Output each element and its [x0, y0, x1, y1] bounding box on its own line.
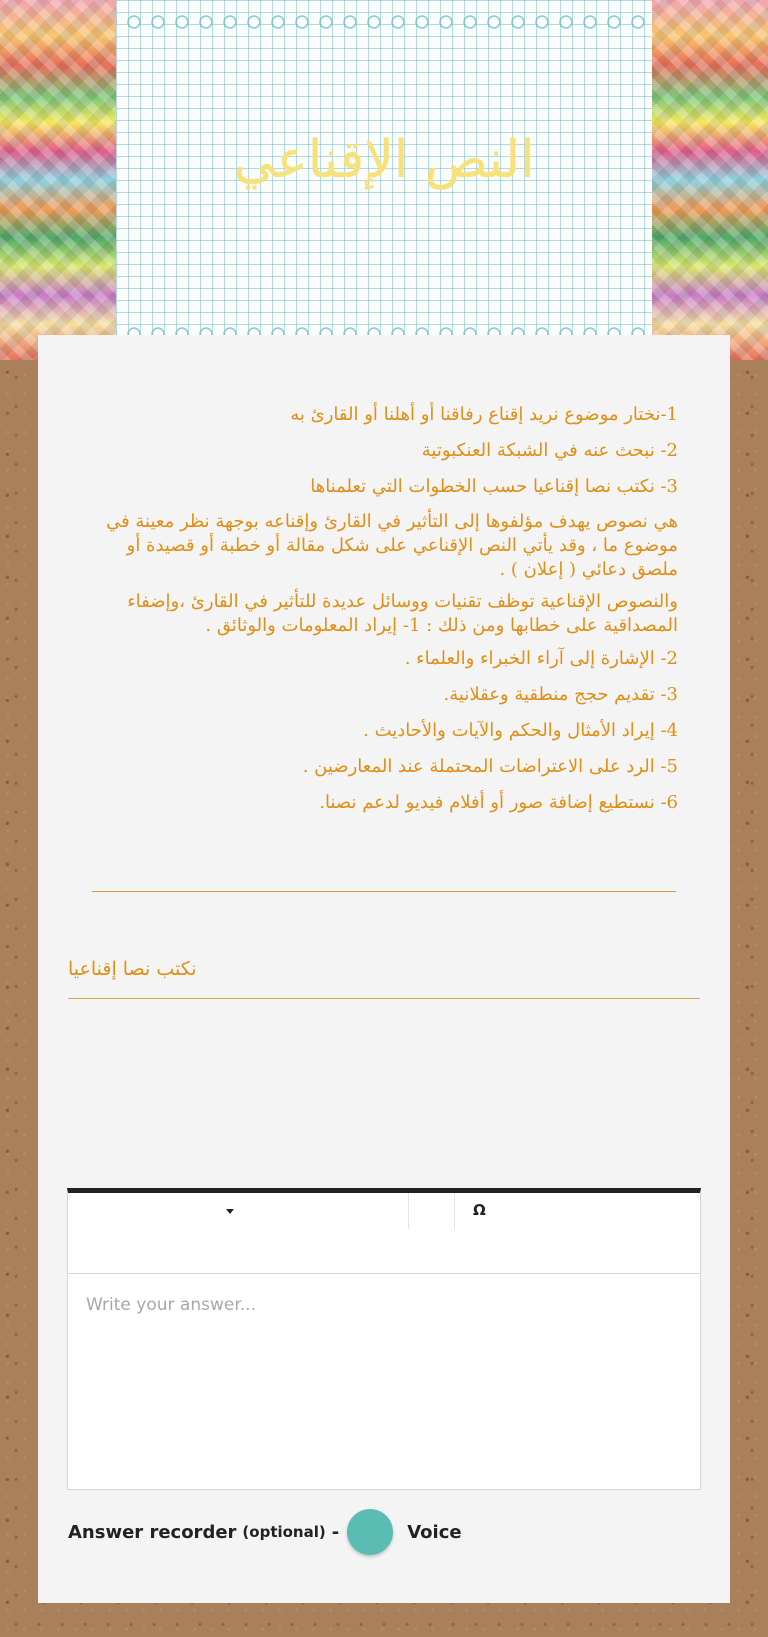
toolbar-separator	[454, 1193, 455, 1229]
task-prompt: نكتب نصا إقناعيا	[68, 958, 197, 980]
left-chevron-pattern	[0, 0, 116, 360]
editor-toolbar	[68, 1193, 700, 1274]
right-chevron-pattern	[652, 0, 768, 360]
answer-editor	[67, 1188, 701, 1490]
technique-item: 5- الرد على الاعتراضات المحتملة عند المعارضين .	[302, 756, 678, 777]
technique-item: 2- الإشارة إلى آراء الخبراء والعلماء .	[404, 648, 678, 669]
techniques-intro: والنصوص الإقناعية توظف تقنيات ووسائل عديدة للتأثير في القارئ ،وإضفاء المصداقية على خطابها ومن ذلك : 1- إيراد المعلومات والوثائق .	[127, 591, 678, 636]
prompt-underline	[68, 998, 700, 999]
step-item: 1-نختار موضوع نريد إقناع رفاقنا أو أهلنا أو القارئ به	[290, 404, 678, 425]
record-button[interactable]	[347, 1509, 393, 1555]
step-item: 2- نبحث عنه في الشبكة العنكبوتية	[421, 440, 678, 461]
header-banner	[0, 0, 768, 360]
voice-label: Voice	[407, 1521, 462, 1543]
divider	[92, 891, 676, 892]
recorder-dash: -	[331, 1521, 340, 1543]
recorder-optional: (optional)	[242, 1523, 326, 1541]
technique-item: 6- نستطيع إضافة صور أو أفلام فيديو لدعم نصنا.	[319, 792, 678, 813]
notebook-holes-top	[116, 14, 652, 30]
definition-paragraph: هي نصوص يهدف مؤلفوها إلى التأثير في القارئ وإقناعه بوجهة نظر معينة في موضوع ما ، وقد يأتي النص الإقناعي على شكل مقالة أو خطبة أو قصيدة أو ملصق دعائي ( إعلان ) .	[106, 511, 678, 580]
step-item: 3- نكتب نصا إقناعيا حسب الخطوات التي تعلمناها	[310, 476, 678, 497]
page-title: النص الإقناعي	[233, 130, 535, 190]
special-characters-button[interactable]: Ω	[473, 1201, 486, 1219]
instructions-block	[90, 402, 678, 826]
format-dropdown[interactable]	[68, 1193, 409, 1229]
recorder-label: Answer recorder	[68, 1521, 237, 1543]
technique-item: 4- إيراد الأمثال والحكم والآيات والأحاديث .	[363, 720, 678, 741]
technique-item: 3- تقديم حجج منطقية وعقلانية.	[443, 684, 678, 705]
answer-recorder	[68, 1508, 462, 1556]
answer-input[interactable]	[84, 1293, 688, 1477]
caret-down-icon	[226, 1209, 234, 1214]
